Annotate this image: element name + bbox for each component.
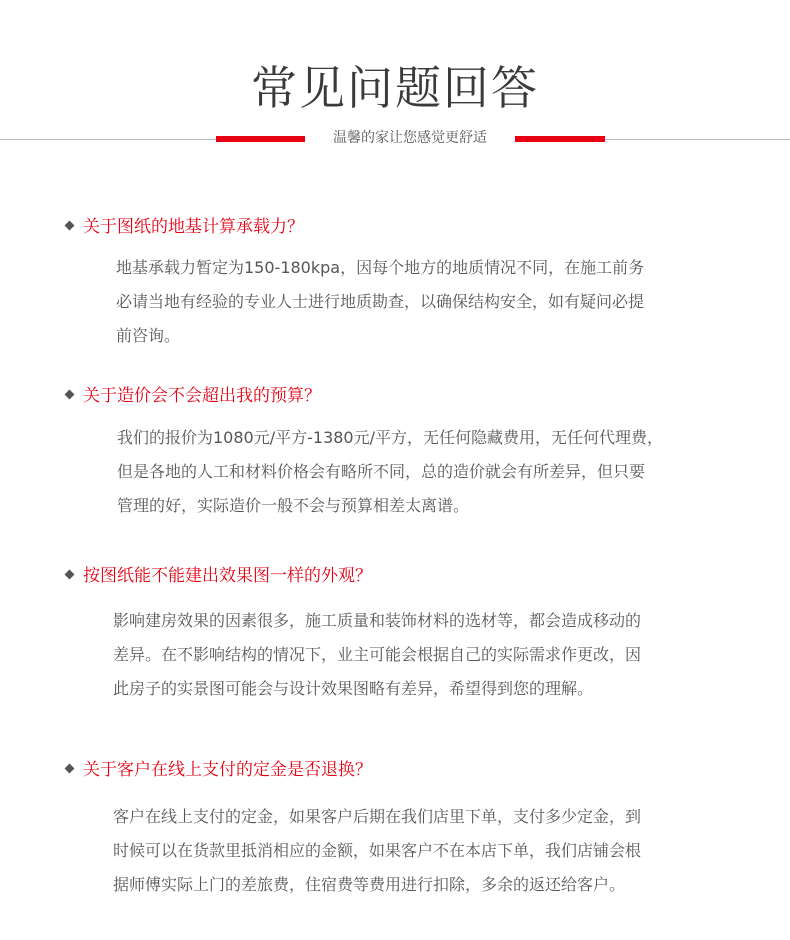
faq-answer: [113, 800, 733, 902]
faq-answer-line: 影响建房效果的因素很多，施工质量和装饰材料的选材等，都会造成移动的: [113, 611, 642, 630]
faq-question: [66, 384, 321, 408]
faq-answer: [116, 251, 736, 353]
faq-question-text: 关于造价会不会超出我的预算？: [83, 386, 321, 406]
diamond-bullet-icon: [65, 764, 75, 774]
faq-answer-line: 但是各地的人工和材料价格会有略所不同，总的造价就会有所差异，但只要: [117, 462, 646, 481]
divider-accent-left: [216, 136, 305, 142]
faq-question-text: 关于图纸的地基计算承载力？: [83, 217, 304, 237]
faq-answer: [113, 604, 733, 706]
faq-answer-line: 管理的好，实际造价一般不会与预算相差太离谱。: [117, 496, 470, 515]
page-subtitle: 温馨的家让您感觉更舒适: [305, 128, 515, 148]
faq-question: [66, 215, 304, 239]
diamond-bullet-icon: [65, 221, 75, 231]
faq-answer-line: 据师傅实际上门的差旅费，住宿费等费用进行扣除，多余的返还给客户。: [113, 875, 626, 894]
faq-answer-line: 差异。在不影响结构的情况下，业主可能会根据自己的实际需求作更改，因: [113, 645, 642, 664]
diamond-bullet-icon: [65, 570, 75, 580]
faq-answer-line: 前咨询。: [116, 326, 181, 345]
faq-answer-line: 时候可以在货款里抵消相应的金额，如果客户不在本店下单，我们店铺会根: [113, 841, 642, 860]
diamond-bullet-icon: [65, 390, 75, 400]
faq-question: [66, 758, 372, 782]
faq-answer-line: 客户在线上支付的定金，如果客户后期在我们店里下单，支付多少定金，到: [113, 807, 642, 826]
divider-accent-right: [515, 136, 605, 142]
faq-answer-line: 必请当地有经验的专业人士进行地质勘查，以确保结构安全，如有疑问必提: [116, 292, 645, 311]
faq-question-text: 按图纸能不能建出效果图一样的外观？: [83, 566, 372, 586]
faq-answer: [117, 421, 737, 523]
faq-answer-line: 地基承载力暂定为150-180kpa，因每个地方的地质情况不同，在施工前务: [116, 258, 645, 277]
page-title: 常见问题回答: [251, 61, 539, 115]
faq-answer-line: 此房子的实景图可能会与设计效果图略有差异，希望得到您的理解。: [113, 679, 594, 698]
faq-answer-line: 我们的报价为1080元/平方-1380元/平方，无任何隐藏费用，无任何代理费，: [117, 428, 663, 447]
faq-question-text: 关于客户在线上支付的定金是否退换？: [83, 760, 372, 780]
faq-question: [66, 564, 372, 588]
